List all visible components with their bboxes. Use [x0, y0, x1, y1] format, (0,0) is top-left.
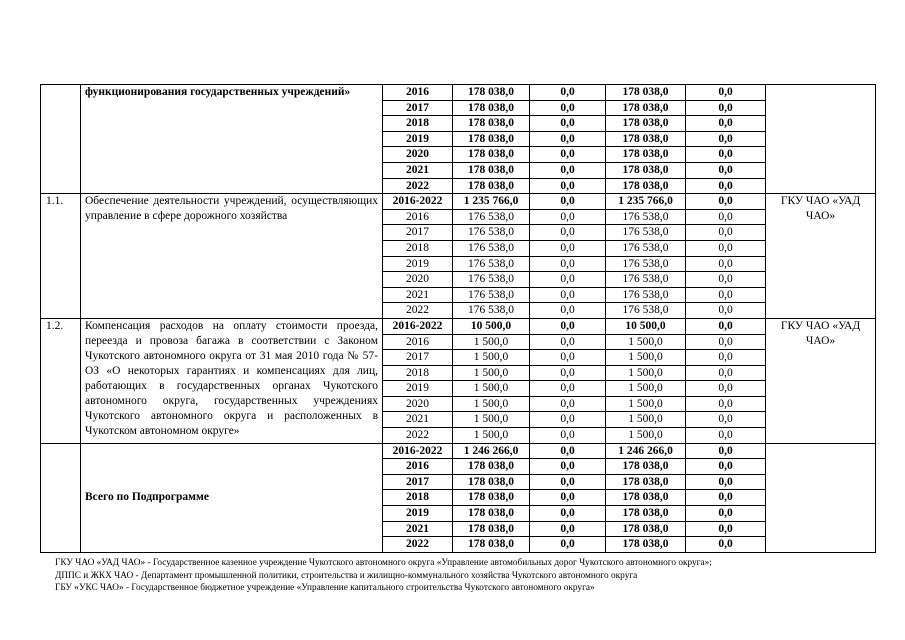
other-cell: 0,0 [686, 412, 766, 428]
total-cell: 1 500,0 [453, 428, 530, 444]
other-cell: 0,0 [686, 459, 766, 475]
item-number: 1.2. [41, 318, 81, 443]
item-description: функционирования государственных учреждений» [81, 85, 383, 194]
year-cell: 2016-2022 [383, 318, 453, 334]
total-cell: 178 038,0 [453, 162, 530, 178]
year-cell: 2022 [383, 537, 453, 553]
federal-cell: 0,0 [530, 396, 606, 412]
federal-cell: 0,0 [530, 287, 606, 303]
regional-cell: 1 246 266,0 [606, 443, 686, 459]
federal-cell: 0,0 [530, 147, 606, 163]
regional-cell: 178 038,0 [606, 178, 686, 194]
regional-cell: 176 538,0 [606, 209, 686, 225]
regional-cell: 176 538,0 [606, 272, 686, 288]
other-cell: 0,0 [686, 428, 766, 444]
item-description: Обеспечение деятельности учреждений, осуществляющих управление в сфере дорожного хозяйства [81, 194, 383, 319]
year-cell: 2020 [383, 147, 453, 163]
other-cell: 0,0 [686, 162, 766, 178]
regional-cell: 178 038,0 [606, 537, 686, 553]
federal-cell: 0,0 [530, 225, 606, 241]
total-cell: 1 500,0 [453, 334, 530, 350]
regional-cell: 178 038,0 [606, 100, 686, 116]
total-cell: 178 038,0 [453, 459, 530, 475]
federal-cell: 0,0 [530, 162, 606, 178]
other-cell: 0,0 [686, 256, 766, 272]
total-cell: 178 038,0 [453, 147, 530, 163]
total-cell: 178 038,0 [453, 474, 530, 490]
year-cell: 2022 [383, 178, 453, 194]
total-cell: 1 500,0 [453, 365, 530, 381]
other-cell: 0,0 [686, 365, 766, 381]
total-cell: 178 038,0 [453, 537, 530, 553]
other-cell: 0,0 [686, 334, 766, 350]
year-cell: 2021 [383, 521, 453, 537]
regional-cell: 1 500,0 [606, 396, 686, 412]
year-cell: 2016 [383, 334, 453, 350]
year-cell: 2019 [383, 381, 453, 397]
other-cell: 0,0 [686, 490, 766, 506]
regional-cell: 178 038,0 [606, 474, 686, 490]
year-cell: 2021 [383, 162, 453, 178]
total-cell: 1 235 766,0 [453, 194, 530, 210]
total-cell: 178 038,0 [453, 506, 530, 522]
federal-cell: 0,0 [530, 428, 606, 444]
total-cell: 10 500,0 [453, 318, 530, 334]
year-cell: 2018 [383, 240, 453, 256]
other-cell: 0,0 [686, 131, 766, 147]
federal-cell: 0,0 [530, 85, 606, 101]
total-cell: 176 538,0 [453, 287, 530, 303]
year-cell: 2021 [383, 287, 453, 303]
federal-cell: 0,0 [530, 131, 606, 147]
other-cell: 0,0 [686, 85, 766, 101]
total-cell: 178 038,0 [453, 178, 530, 194]
regional-cell: 178 038,0 [606, 116, 686, 132]
executor-cell [766, 85, 876, 194]
federal-cell: 0,0 [530, 350, 606, 366]
federal-cell: 0,0 [530, 178, 606, 194]
federal-cell: 0,0 [530, 240, 606, 256]
total-cell: 178 038,0 [453, 490, 530, 506]
regional-cell: 1 500,0 [606, 334, 686, 350]
other-cell: 0,0 [686, 318, 766, 334]
total-cell: 176 538,0 [453, 272, 530, 288]
federal-cell: 0,0 [530, 521, 606, 537]
regional-cell: 1 500,0 [606, 381, 686, 397]
total-cell: 176 538,0 [453, 225, 530, 241]
federal-cell: 0,0 [530, 272, 606, 288]
year-cell: 2022 [383, 303, 453, 319]
year-cell: 2020 [383, 272, 453, 288]
executor-cell: ГКУ ЧАО «УАД ЧАО» [766, 318, 876, 443]
regional-cell: 178 038,0 [606, 490, 686, 506]
total-cell: 176 538,0 [453, 303, 530, 319]
year-cell: 2016-2022 [383, 443, 453, 459]
regional-cell: 176 538,0 [606, 287, 686, 303]
total-cell: 178 038,0 [453, 131, 530, 147]
total-cell: 1 500,0 [453, 412, 530, 428]
year-cell: 2018 [383, 490, 453, 506]
regional-cell: 178 038,0 [606, 147, 686, 163]
total-cell: 176 538,0 [453, 256, 530, 272]
regional-cell: 1 500,0 [606, 365, 686, 381]
year-cell: 2017 [383, 225, 453, 241]
federal-cell: 0,0 [530, 116, 606, 132]
item-number: 1.1. [41, 194, 81, 319]
year-cell: 2019 [383, 256, 453, 272]
regional-cell: 10 500,0 [606, 318, 686, 334]
year-cell: 2018 [383, 365, 453, 381]
regional-cell: 1 235 766,0 [606, 194, 686, 210]
year-cell: 2017 [383, 350, 453, 366]
other-cell: 0,0 [686, 506, 766, 522]
other-cell: 0,0 [686, 100, 766, 116]
year-cell: 2016 [383, 459, 453, 475]
other-cell: 0,0 [686, 537, 766, 553]
regional-cell: 176 538,0 [606, 240, 686, 256]
federal-cell: 0,0 [530, 506, 606, 522]
other-cell: 0,0 [686, 381, 766, 397]
other-cell: 0,0 [686, 240, 766, 256]
item-description: Компенсация расходов на оплату стоимости проезда, переезда и провоза багажа в соответствии с Законом Чукотского автономного округа от 31 мая 2010 года № 57-ОЗ «О некоторых гарантиях и компенсациях для лиц, работающих в государственных органах Чукотского автономного округа, государственных учреждениях Чукотского автономного округа и расположенных в Чукотском автономном округе» [81, 318, 383, 443]
other-cell: 0,0 [686, 350, 766, 366]
year-cell: 2022 [383, 428, 453, 444]
other-cell: 0,0 [686, 116, 766, 132]
federal-cell: 0,0 [530, 443, 606, 459]
year-cell: 2016 [383, 85, 453, 101]
other-cell: 0,0 [686, 178, 766, 194]
table-row [41, 194, 876, 210]
item-number [41, 85, 81, 194]
regional-cell: 178 038,0 [606, 131, 686, 147]
year-cell: 2019 [383, 506, 453, 522]
executor-cell [766, 443, 876, 552]
year-cell: 2021 [383, 412, 453, 428]
table-body [41, 85, 876, 553]
other-cell: 0,0 [686, 396, 766, 412]
total-cell: 1 500,0 [453, 350, 530, 366]
federal-cell: 0,0 [530, 303, 606, 319]
regional-cell: 1 500,0 [606, 412, 686, 428]
year-cell: 2019 [383, 131, 453, 147]
table-row [41, 318, 876, 334]
regional-cell: 178 038,0 [606, 162, 686, 178]
federal-cell: 0,0 [530, 100, 606, 116]
year-cell: 2016-2022 [383, 194, 453, 210]
regional-cell: 178 038,0 [606, 85, 686, 101]
total-label: Всего по Подпрограмме [81, 443, 383, 552]
executor-cell: ГКУ ЧАО «УАД ЧАО» [766, 194, 876, 319]
other-cell: 0,0 [686, 209, 766, 225]
total-cell: 178 038,0 [453, 85, 530, 101]
budget-table [40, 84, 876, 553]
total-cell: 1 500,0 [453, 381, 530, 397]
federal-cell: 0,0 [530, 318, 606, 334]
footnote-dpps: ДППС и ЖКХ ЧАО - Департамент промышленной политики, строительства и жилищно-коммунального хозяйства Чукотского автономного округа [55, 570, 638, 581]
regional-cell: 1 500,0 [606, 350, 686, 366]
other-cell: 0,0 [686, 287, 766, 303]
federal-cell: 0,0 [530, 474, 606, 490]
total-cell: 176 538,0 [453, 209, 530, 225]
total-cell: 1 246 266,0 [453, 443, 530, 459]
year-cell: 2017 [383, 100, 453, 116]
regional-cell: 176 538,0 [606, 303, 686, 319]
other-cell: 0,0 [686, 147, 766, 163]
item-number [41, 443, 81, 552]
regional-cell: 1 500,0 [606, 428, 686, 444]
year-cell: 2018 [383, 116, 453, 132]
federal-cell: 0,0 [530, 490, 606, 506]
other-cell: 0,0 [686, 474, 766, 490]
footnotes [55, 557, 885, 595]
year-cell: 2020 [383, 396, 453, 412]
federal-cell: 0,0 [530, 194, 606, 210]
table-row [41, 85, 876, 101]
total-cell: 1 500,0 [453, 396, 530, 412]
federal-cell: 0,0 [530, 412, 606, 428]
regional-cell: 178 038,0 [606, 521, 686, 537]
table-row [41, 443, 876, 459]
other-cell: 0,0 [686, 225, 766, 241]
footnote-uad: ГКУ ЧАО «УАД ЧАО» - Государственное казенное учреждение Чукотского автономного округа «Управление автомобильных дорог Чукотского автономного округа»; [55, 558, 712, 568]
federal-cell: 0,0 [530, 334, 606, 350]
federal-cell: 0,0 [530, 209, 606, 225]
total-cell: 178 038,0 [453, 100, 530, 116]
federal-cell: 0,0 [530, 256, 606, 272]
other-cell: 0,0 [686, 303, 766, 319]
year-cell: 2017 [383, 474, 453, 490]
federal-cell: 0,0 [530, 365, 606, 381]
regional-cell: 176 538,0 [606, 256, 686, 272]
regional-cell: 176 538,0 [606, 225, 686, 241]
other-cell: 0,0 [686, 521, 766, 537]
footnote-uks: ГБУ «УКС ЧАО» - Государственное бюджетное учреждение «Управление капитального строительства Чукотского автономного округа» [55, 583, 595, 593]
federal-cell: 0,0 [530, 459, 606, 475]
other-cell: 0,0 [686, 194, 766, 210]
federal-cell: 0,0 [530, 381, 606, 397]
regional-cell: 178 038,0 [606, 506, 686, 522]
total-cell: 176 538,0 [453, 240, 530, 256]
total-cell: 178 038,0 [453, 116, 530, 132]
other-cell: 0,0 [686, 272, 766, 288]
federal-cell: 0,0 [530, 537, 606, 553]
other-cell: 0,0 [686, 443, 766, 459]
year-cell: 2016 [383, 209, 453, 225]
total-cell: 178 038,0 [453, 521, 530, 537]
regional-cell: 178 038,0 [606, 459, 686, 475]
